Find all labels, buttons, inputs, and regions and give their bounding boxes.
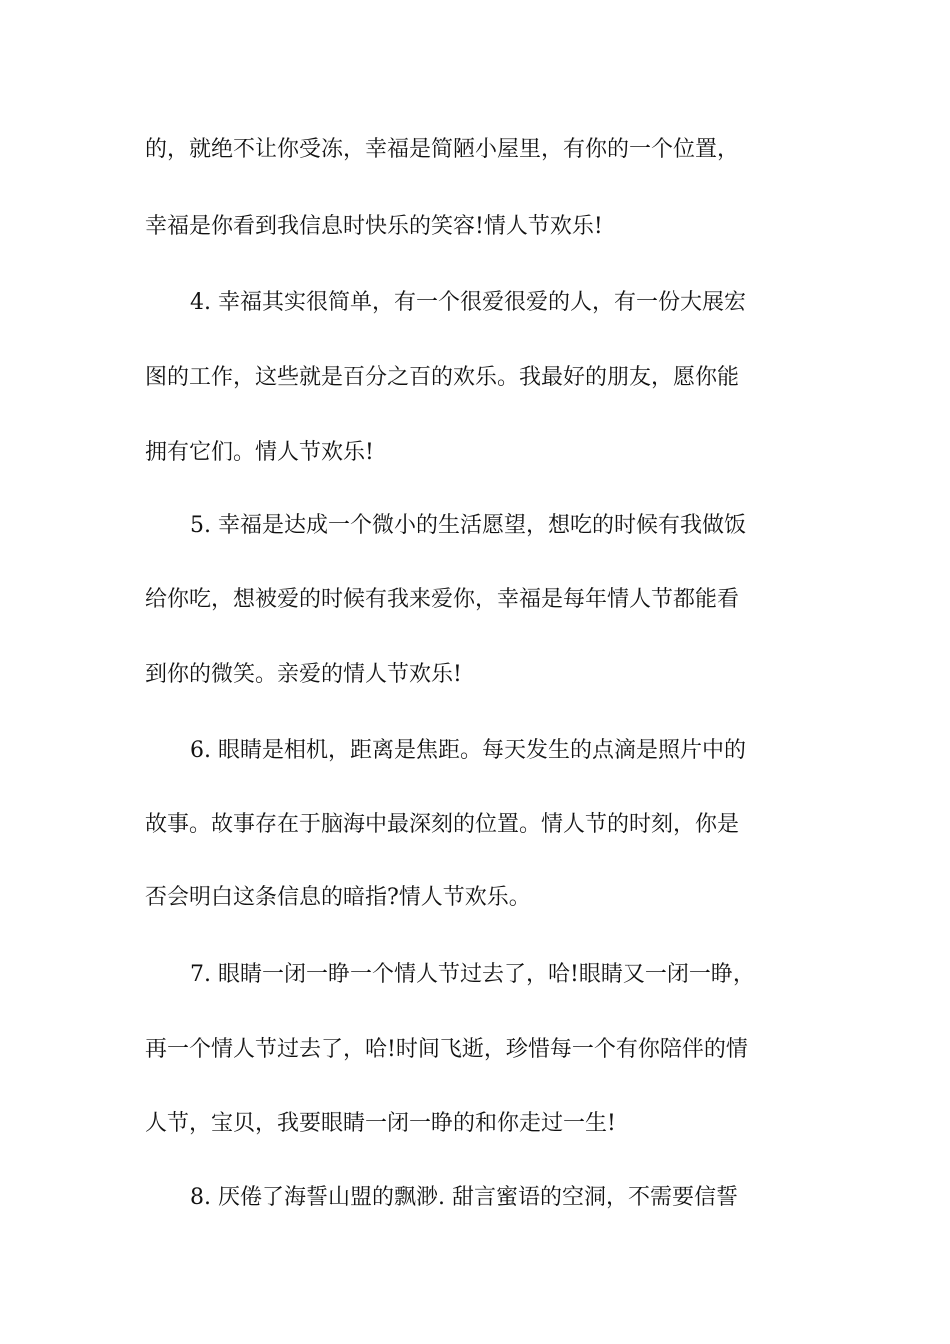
- list-item-6-line: 6. 眼睛是相机，距离是焦距。每天发生的点滴是照片中的: [190, 738, 746, 763]
- text-line: 幸福是你看到我信息时快乐的笑容!情人节欢乐!: [145, 214, 603, 239]
- text-line: 再一个情人节过去了，哈!时间飞逝，珍惜每一个有你陪伴的情: [145, 1037, 748, 1062]
- list-item-4-line: 4. 幸福其实很简单，有一个很爱很爱的人，有一份大展宏: [190, 290, 746, 315]
- text-line: 人节，宝贝，我要眼睛一闭一睁的和你走过一生!: [145, 1111, 616, 1136]
- text-line: 否会明白这条信息的暗指?情人节欢乐。: [145, 885, 531, 910]
- text-line: 故事。故事存在于脑海中最深刻的位置。情人节的时刻，你是: [145, 812, 740, 837]
- text-line: 拥有它们。情人节欢乐!: [145, 440, 374, 465]
- list-item-8-line: 8. 厌倦了海誓山盟的飘渺. 甜言蜜语的空洞，不需要信誓: [190, 1185, 738, 1210]
- text-line: 的，就绝不让你受冻，幸福是简陋小屋里，有你的一个位置，: [145, 137, 740, 162]
- text-line: 到你的微笑。亲爱的情人节欢乐!: [145, 662, 462, 687]
- text-line: 图的工作，这些就是百分之百的欢乐。我最好的朋友，愿你能: [145, 365, 740, 390]
- text-line: 给你吃，想被爱的时候有我来爱你，幸福是每年情人节都能看: [145, 587, 740, 612]
- list-item-5-line: 5. 幸福是达成一个微小的生活愿望，想吃的时候有我做饭: [190, 513, 746, 538]
- list-item-7-line: 7. 眼睛一闭一睁一个情人节过去了，哈!眼睛又一闭一睁，: [190, 962, 755, 987]
